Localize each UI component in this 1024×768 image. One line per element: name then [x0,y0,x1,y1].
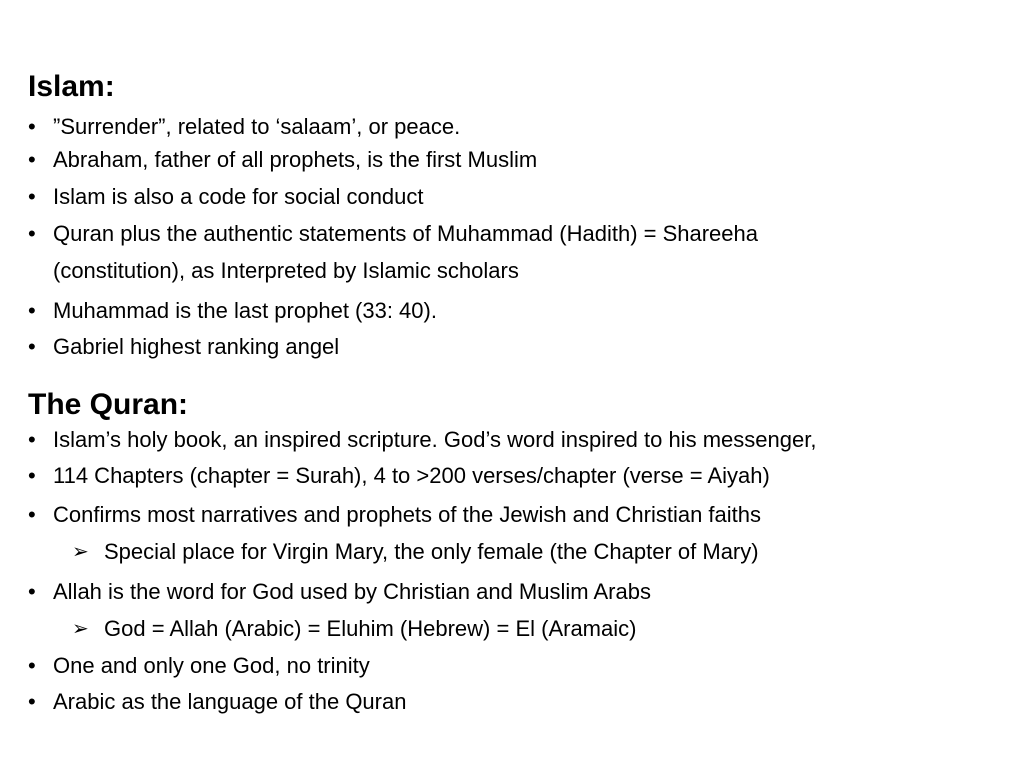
bullet-icon: • [28,114,36,139]
sub-list-item-text: Special place for Virgin Mary, the only female (the Chapter of Mary) [104,539,759,564]
bullet-icon: • [28,184,36,209]
bullet-icon: • [28,463,36,488]
bullet-icon: • [28,221,36,246]
list-item-text: ”Surrender”, related to ‘salaam’, or peace. [53,114,461,139]
bullet-icon: • [28,653,36,678]
list-item-text: One and only one God, no trinity [53,653,370,678]
arrow-bullet-icon: ➢ [72,618,89,640]
list-item-text: (constitution), as Interpreted by Islamic scholars [53,258,519,283]
bullet-icon: • [28,427,36,452]
list-item-text: Islam’s holy book, an inspired scripture. God’s word inspired to his messenger, [53,427,817,452]
bullet-icon: • [28,502,36,527]
bullet-icon: • [28,579,36,604]
list-item-text: Abraham, father of all prophets, is the first Muslim [53,147,538,172]
bullet-icon: • [28,334,36,359]
arrow-bullet-icon: ➢ [72,541,89,563]
list-item-text: Quran plus the authentic statements of Muhammad (Hadith) = Shareeha [53,221,758,246]
list-item-text: 114 Chapters (chapter = Surah), 4 to >200 verses/chapter (verse = Aiyah) [53,463,770,488]
list-item-text: Arabic as the language of the Quran [53,689,407,714]
bullet-icon: • [28,689,36,714]
list-item-text: Islam is also a code for social conduct [53,184,424,209]
list-item-text: Gabriel highest ranking angel [53,334,340,359]
bullet-icon: • [28,147,36,172]
list-item-text: Allah is the word for God used by Christian and Muslim Arabs [53,579,651,604]
list-item-text: Muhammad is the last prophet (33: 40). [53,298,437,323]
list-item-text: Confirms most narratives and prophets of the Jewish and Christian faiths [53,502,761,527]
bullet-icon: • [28,298,36,323]
sub-list-item-text: God = Allah (Arabic) = Eluhim (Hebrew) = El (Aramaic) [104,616,637,641]
section-heading-islam: Islam: [28,70,115,103]
section-heading-quran: The Quran: [28,388,189,421]
